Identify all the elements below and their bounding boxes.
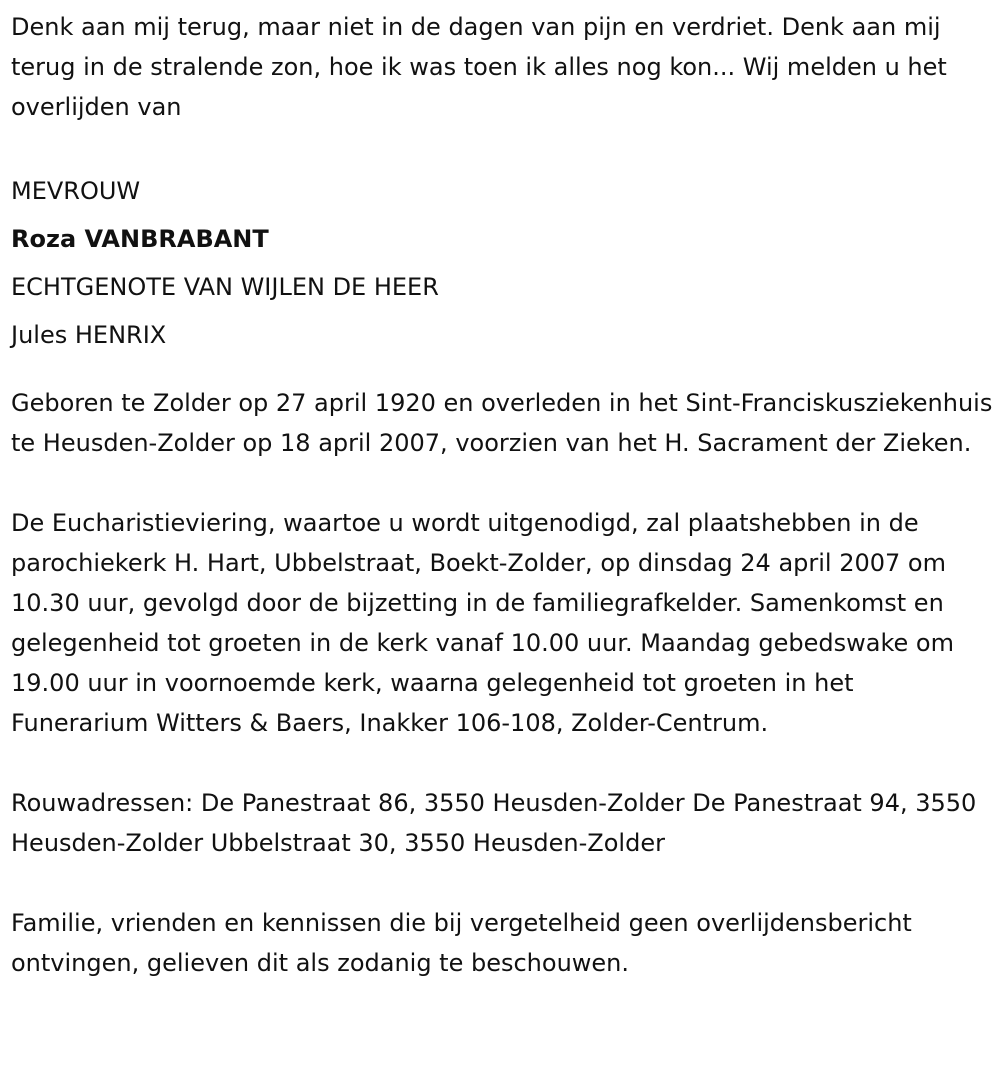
closing-paragraph: Familie, vrienden en kennissen die bij vergetelheid geen overlijdensbericht ontvingen, gelieven dit als zodanig te beschouwen. (11, 909, 912, 977)
spouse-relation: ECHTGENOTE VAN WIJLEN DE HEER (11, 273, 439, 301)
intro-paragraph: Denk aan mij terug, maar niet in de dagen van pijn en verdriet. Denk aan mij terug in de stralende zon, hoe ik was toen ik alles nog kon... Wij melden u het overlijden van (11, 13, 947, 121)
spacer (11, 863, 996, 903)
deceased-name: Roza VANBRABANT (11, 225, 269, 253)
birth-death-paragraph: Geboren te Zolder op 27 april 1920 en overleden in het Sint-Franciskusziekenhuis te Heusden-Zolder op 18 april 2007, voorzien van het H. Sacrament der Zieken. (11, 389, 993, 457)
spouse-name: Jules HENRIX (11, 321, 167, 349)
obituary-notice (11, 7, 996, 983)
spacer (11, 463, 996, 503)
spacer (11, 359, 996, 383)
spacer (11, 127, 996, 167)
ceremony-paragraph: De Eucharistieviering, waartoe u wordt uitgenodigd, zal plaatshebben in de parochiekerk H. Hart, Ubbelstraat, Boekt-Zolder, op dinsdag 24 april 2007 om 10.30 uur, gevolgd door de bijzetting in de familiegrafkelder. Samenkomst en gelegenheid tot groeten in de kerk vanaf 10.00 uur. Maandag gebedswake om 19.00 uur in voornoemde kerk, waarna gelegenheid tot groeten in het Funerarium Witters & Baers, Inakker 106-108, Zolder-Centrum. (11, 509, 954, 737)
addresses-paragraph: Rouwadressen: De Panestraat 86, 3550 Heusden-Zolder De Panestraat 94, 3550 Heusden-Zolder Ubbelstraat 30, 3550 Heusden-Zolder (11, 789, 977, 857)
spacer (11, 743, 996, 783)
title-prefix: MEVROUW (11, 177, 141, 205)
